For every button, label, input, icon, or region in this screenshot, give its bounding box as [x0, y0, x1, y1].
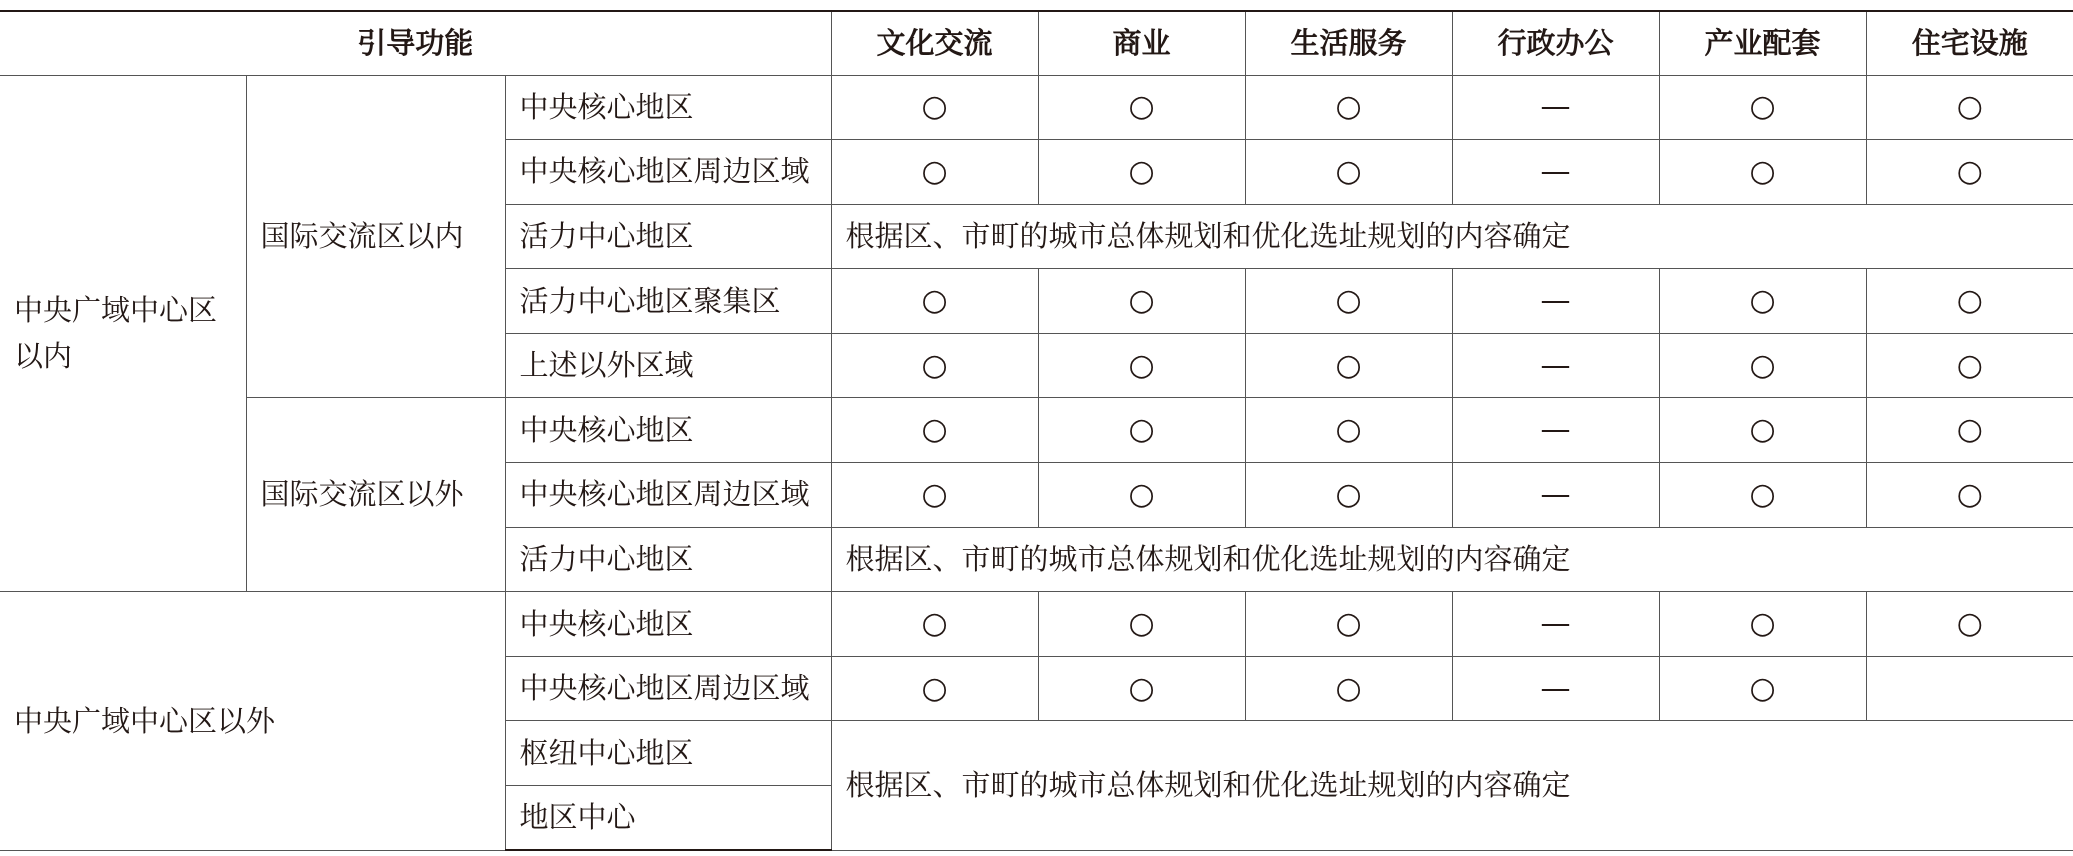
mark-cell: ○	[1038, 269, 1245, 334]
mark-cell: ○	[1038, 140, 1245, 205]
mark-cell: ○	[1659, 140, 1866, 205]
mark-cell: ○	[831, 75, 1038, 140]
mark-cell: ○	[1038, 656, 1245, 721]
mark-cell: ○	[1038, 463, 1245, 528]
area-label: 中央核心地区周边区域	[505, 463, 831, 528]
mark-cell: ○	[1245, 140, 1452, 205]
mark-cell: ○	[1659, 398, 1866, 463]
mark-cell: ○	[1659, 463, 1866, 528]
mark-cell: —	[1452, 656, 1659, 721]
header-function-label: 引导功能	[0, 11, 831, 75]
mark-cell: ○	[831, 140, 1038, 205]
header-row	[0, 11, 2073, 75]
mark-cell: —	[1452, 140, 1659, 205]
mark-cell: ○	[1245, 656, 1452, 721]
mark-cell: ○	[1659, 333, 1866, 398]
mark-cell: ○	[1866, 75, 2073, 140]
mark-cell: ○	[1245, 592, 1452, 657]
mark-cell: ○	[1038, 75, 1245, 140]
area-label: 活力中心地区	[505, 204, 831, 269]
mark-cell: ○	[1245, 269, 1452, 334]
area-label: 中央核心地区	[505, 75, 831, 140]
area-label: 活力中心地区聚集区	[505, 269, 831, 334]
mark-cell: ○	[831, 656, 1038, 721]
determination-note: 根据区、市町的城市总体规划和优化选址规划的内容确定	[831, 204, 2073, 269]
mark-cell: ○	[1866, 140, 2073, 205]
mark-cell: ○	[1245, 75, 1452, 140]
mark-cell: ○	[1866, 333, 2073, 398]
mark-cell: ○	[1245, 333, 1452, 398]
mark-cell: ○	[1038, 592, 1245, 657]
mark-cell: ○	[1659, 656, 1866, 721]
header-living-service: 生活服务	[1245, 11, 1452, 75]
area-label: 上述以外区域	[505, 333, 831, 398]
subgroup-label: 国际交流区以外	[246, 398, 505, 592]
area-label: 中央核心地区周边区域	[505, 656, 831, 721]
group-label: 中央广域中心区以内	[0, 75, 246, 592]
area-label: 中央核心地区	[505, 398, 831, 463]
area-label: 地区中心	[505, 786, 831, 851]
mark-cell: —	[1452, 398, 1659, 463]
area-label: 中央核心地区周边区域	[505, 140, 831, 205]
mark-cell: —	[1452, 592, 1659, 657]
mark-cell: ○	[831, 398, 1038, 463]
header-industry-support: 产业配套	[1659, 11, 1866, 75]
mark-cell: ○	[1866, 592, 2073, 657]
subgroup-label: 国际交流区以内	[246, 75, 505, 398]
determination-note: 根据区、市町的城市总体规划和优化选址规划的内容确定	[831, 527, 2073, 592]
mark-cell: ○	[1659, 269, 1866, 334]
determination-note: 根据区、市町的城市总体规划和优化选址规划的内容确定	[831, 721, 2073, 850]
area-label: 枢纽中心地区	[505, 721, 831, 786]
header-culture-exchange: 文化交流	[831, 11, 1038, 75]
mark-cell: ○	[1866, 398, 2073, 463]
mark-cell: ○	[831, 463, 1038, 528]
mark-cell: ○	[1659, 75, 1866, 140]
table-row	[0, 398, 2073, 463]
mark-cell: ○	[831, 592, 1038, 657]
area-label: 活力中心地区	[505, 527, 831, 592]
mark-cell: —	[1452, 333, 1659, 398]
mark-cell: ○	[1245, 398, 1452, 463]
table-row	[0, 75, 2073, 140]
header-commerce: 商业	[1038, 11, 1245, 75]
mark-cell	[1866, 656, 2073, 721]
table-row	[0, 592, 2073, 657]
guidance-function-table	[0, 10, 2073, 851]
group-label: 中央广域中心区以外	[0, 592, 505, 850]
mark-cell: ○	[1038, 398, 1245, 463]
mark-cell: —	[1452, 75, 1659, 140]
mark-cell: —	[1452, 269, 1659, 334]
mark-cell: ○	[1866, 463, 2073, 528]
mark-cell: ○	[1245, 463, 1452, 528]
mark-cell: ○	[831, 269, 1038, 334]
mark-cell: ○	[1866, 269, 2073, 334]
header-housing: 住宅设施	[1866, 11, 2073, 75]
area-label: 中央核心地区	[505, 592, 831, 657]
mark-cell: ○	[831, 333, 1038, 398]
header-administration: 行政办公	[1452, 11, 1659, 75]
mark-cell: —	[1452, 463, 1659, 528]
mark-cell: ○	[1659, 592, 1866, 657]
mark-cell: ○	[1038, 333, 1245, 398]
